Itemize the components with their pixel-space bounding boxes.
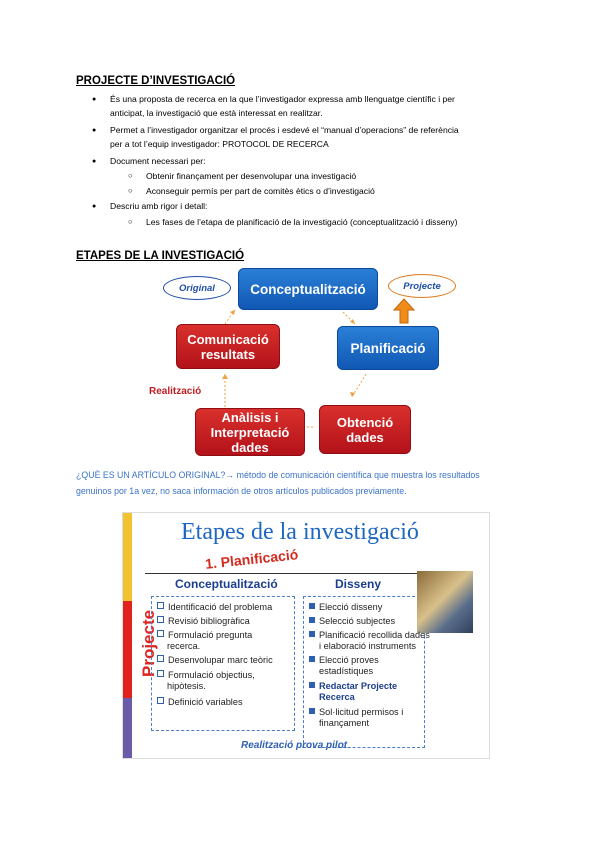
sub-bullet-text: Obtenir finançament per desenvolupar una investigació [146,171,357,181]
right-item: Planificació recollida dades [309,630,430,641]
left-item: Desenvolupar marc teòric [157,655,273,666]
side-label: Projecte [139,609,158,677]
bullet-text: anticipat, la investigació que està interessat en realitzar. [110,108,323,118]
realitzacio-label: Realització [149,386,202,397]
right-item-cont: finançament [319,718,370,728]
left-item: Definició variables [157,697,243,708]
section-title-projecte: PROJECTE D’INVESTIGACIÓ [76,75,236,87]
right-item: Sol·licitud permisos i [309,707,403,718]
sub-bullet-text: Les fases de l’etapa de planificació de la investigació (conceptualització i disseny) [146,217,458,227]
bullet-text: per a tot l’equip investigador: PROTOCOL DE RECERCA [110,139,329,149]
sub-bullet-icon: ○ [128,171,133,180]
obtencio-box: Obtenció dades [319,405,411,454]
right-item-cont: Recerca [319,692,355,702]
slide-image [122,512,490,759]
left-item: Identificació del problema [157,602,272,613]
bullet-icon: ● [92,96,97,103]
meeting-photo [417,571,473,633]
right-item-cont: i elaboració instruments [319,641,417,651]
comunicacio-box: Comunicació resultats [176,324,280,369]
slide-footer: Realització prova pilot [241,740,348,751]
right-item: Elecció proves [309,655,379,666]
right-item: Selecció subjectes [309,616,395,627]
left-item: Formulació objectius, [157,670,255,681]
left-item-cont: hipòtesis. [167,681,206,691]
left-item: Revisió bibliogràfica [157,616,250,627]
bullet-icon: ● [92,203,97,210]
analisi-box: Anàlisis i Interpretació dades [195,408,305,456]
up-arrow-icon [393,298,415,324]
sub-bullet-icon: ○ [128,186,133,195]
sub-bullet-text: Aconseguir permís per part de comitès ètics o d’investigació [146,186,375,196]
bullet-text: Document necessari per: [110,156,206,166]
bullet-icon: ● [92,158,97,165]
right-item: Elecció disseny [309,602,382,613]
col-header-conceptualitzacio: Conceptualització [175,577,278,591]
projecte-oval: Projecte [388,274,456,298]
original-oval: Original [163,276,231,300]
sub-bullet-icon: ○ [128,217,133,226]
conceptualitzacio-box: Conceptualització [238,268,378,310]
question-line-2: genuinos por 1a vez, no saca información de otros artículos publicados previamente. [76,486,407,496]
right-item: Redactar Projecte [309,681,397,692]
planificacio-box: Planificació [337,326,439,370]
right-item-cont: estadístiques [319,666,374,676]
bullet-text: Descriu amb rigor i detall: [110,201,208,211]
bullet-icon: ● [92,127,97,134]
section-title-etapes: ETAPES DE LA INVESTIGACIÓ [76,250,245,262]
left-item: Formulació pregunta [157,630,252,641]
question-line-1: ¿QUÈ ES UN ARTÍCULO ORIGINAL?→ método de comunicación científica que muestra los resultados [76,470,480,480]
left-item-cont: recerca. [167,641,201,651]
col-header-disseny: Disseny [335,577,382,591]
bullet-text: Permet a l’investigador organitzar el procés i esdevé el “manual d’operacions” de referència [110,125,459,135]
slide-title: Etapes de la investigació [181,519,419,545]
slide-subtitle: 1. Planificació [204,546,299,572]
bullet-text: És una proposta de recerca en la que l’investigador expressa amb llenguatge científic i per [110,94,455,104]
